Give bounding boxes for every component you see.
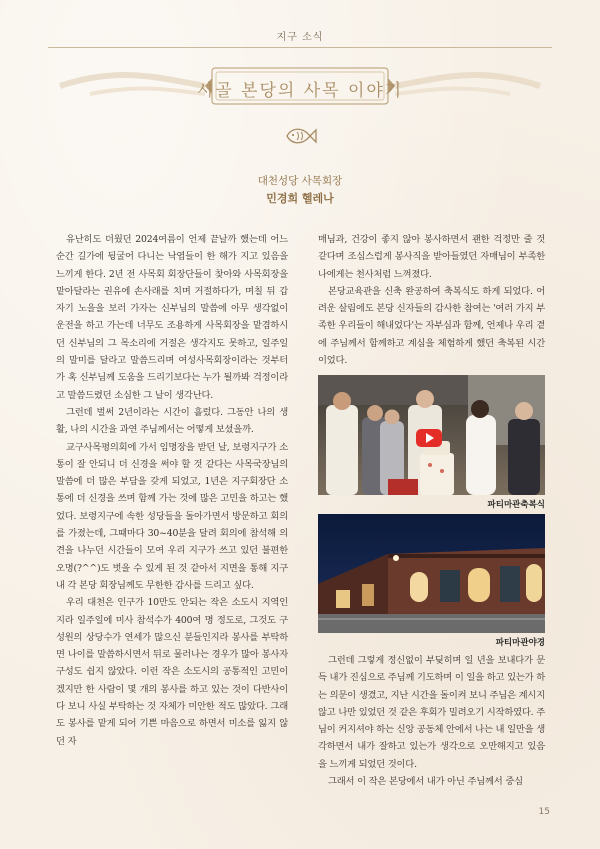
paragraph: 그런데 그렇게 정신없이 부딪히며 일 년을 보내다가 문득 내가 진심으로 주님께 기도하며 이 일을 하고 있는가 하는 의문이 생겼고, 지난 시간을 돌이켜 보니 주님은 계시지 않고 나만 있었던 것 같은 후회가 밀려오기 시작하였다. 주님이 커지셔야 하는 신앙 공동체 안에서 나는 내 일만을 생각하면서 내가 잘하고 있는가 생각으로 오만해지고 있음을 느끼게 되었던 것이다.	[318, 655, 545, 770]
author-affiliation: 대천성당 사목회장	[257, 175, 343, 187]
video-play-icon[interactable]	[416, 429, 442, 447]
author-name: 민경희 헬레나	[266, 192, 334, 205]
paragraph: 우리 대천은 인구가 10만도 안되는 작은 소도시 지역인지라 일주일에 미사 참석수가 400여 명 정도로, 그것도 구성원의 상당수가 연세가 많으신 분들인지라 봉사를 부탁하면 나이를 말씀하시면서 뒤로 물러나는 경우가 많아 봉사자 구성도 쉽지 않았다. 이런 작은 소도시의 공통적인 고민이겠지만 한 사람이 몇 개의 봉사를 하고 있는 것이 다반사이다 보니 사실 부탁하는 것 자체가 미안한 적도 많았다. 그래도 봉사를 맡게 되어 기쁜 마음으로 하면서 미소를 잃지 않던 자	[56, 597, 288, 747]
page-number: 15	[538, 807, 550, 817]
section-label: 지구 소식	[276, 32, 324, 43]
paragraph: 그래서 이 작은 본당에서 내가 아닌 주님께서 중심	[328, 776, 523, 788]
article-body-right-top	[318, 231, 545, 369]
paragraph: 본당교육관을 신축 완공하여 축복식도 하게 되었다. 어려운 살림에도 본당 신자들의 감사한 참여는 '여러 가지 부족한 우리들이 해내었다'는 자부심과 함께, 언제나 우리 곁에 주님께서 함께하고 계심을 체험하게 했던 축복된 시간이었다.	[318, 285, 545, 367]
article-title: 시골 본당의 사목 이야기	[196, 81, 404, 101]
header-divider	[48, 47, 552, 48]
article-body-right-bottom	[318, 652, 545, 790]
paragraph: 그런데 벌써 2년이라는 시간이 흘렀다. 그동안 나의 생활, 나의 시간을 과연 주님께서는 어떻게 보셨을까.	[56, 406, 288, 436]
fish-icon	[283, 124, 317, 148]
paragraph: 유난히도 더웠던 2024여름이 언제 끝날까 했는데 어느 순간 길가에 뒹굴어 다니는 낙엽들이 한 해가 지고 있음을 느끼게 한다. 2년 전 사목회 회장단들이 찾아와 사목회장을 맡아달라는 권유에 손사래를 치며 거절하다가, 며칠 뒤 갑자기 노을을 보러 가자는 신부님의 말씀에 아무 생각없이 운전을 하고 가는데 너무도 조용하게 사목회장을 맡겸하시던 신부님의 그 목소리에 거절은 생각지도 못하고, 일주일의 말미를 달라고 말씀드리며 여성사목회장이라는 것부터가 혹 신부님께 도움을 드리기보다는 누가 될까봐 걱정이라고 말씀드렸던 소심한 그 날이 생각난다.	[56, 234, 288, 401]
fatima-hall-night-photo	[318, 514, 545, 633]
photo-caption: 파티마관축복식	[487, 500, 545, 510]
paragraph: 매님과, 건강이 좋지 않아 봉사하면서 괜한 걱정만 줄 것 같다며 조심스럽게 봉사직을 받아들였던 자매님이 부족한 나에게는 천사처럼 느껴졌다.	[318, 234, 545, 280]
paragraph: 교구사목평의회에 가서 임명장을 받던 날, 보령지구가 소통이 잘 안되니 더 신경을 써야 할 것 같다는 사목국장님의 말씀에 더 많은 부담을 갖게 되었고, 1년은 지구회장단 소통에 더 신경을 쓰며 함께 가는 것에 많은 고민을 하고는 했었다. 보령지구에 속한 성당들을 돌아가면서 방문하고 회의를 가졌는데, 그때마다 30~40분을 달려 회의에 참석해 의견을 나누던 시간들이 모여 우리 지구가 쓰고 있던 불편한 오명(?^^)도 벗을 수 있게 된 것 같아서 지면을 통해 지구 내 각 본당 회장님께도 무한한 감사를 드리고 싶다.	[56, 441, 288, 591]
photo-caption: 파티마관야경	[495, 638, 545, 648]
article-body-left	[56, 231, 288, 750]
blessing-ceremony-photo	[318, 375, 545, 495]
